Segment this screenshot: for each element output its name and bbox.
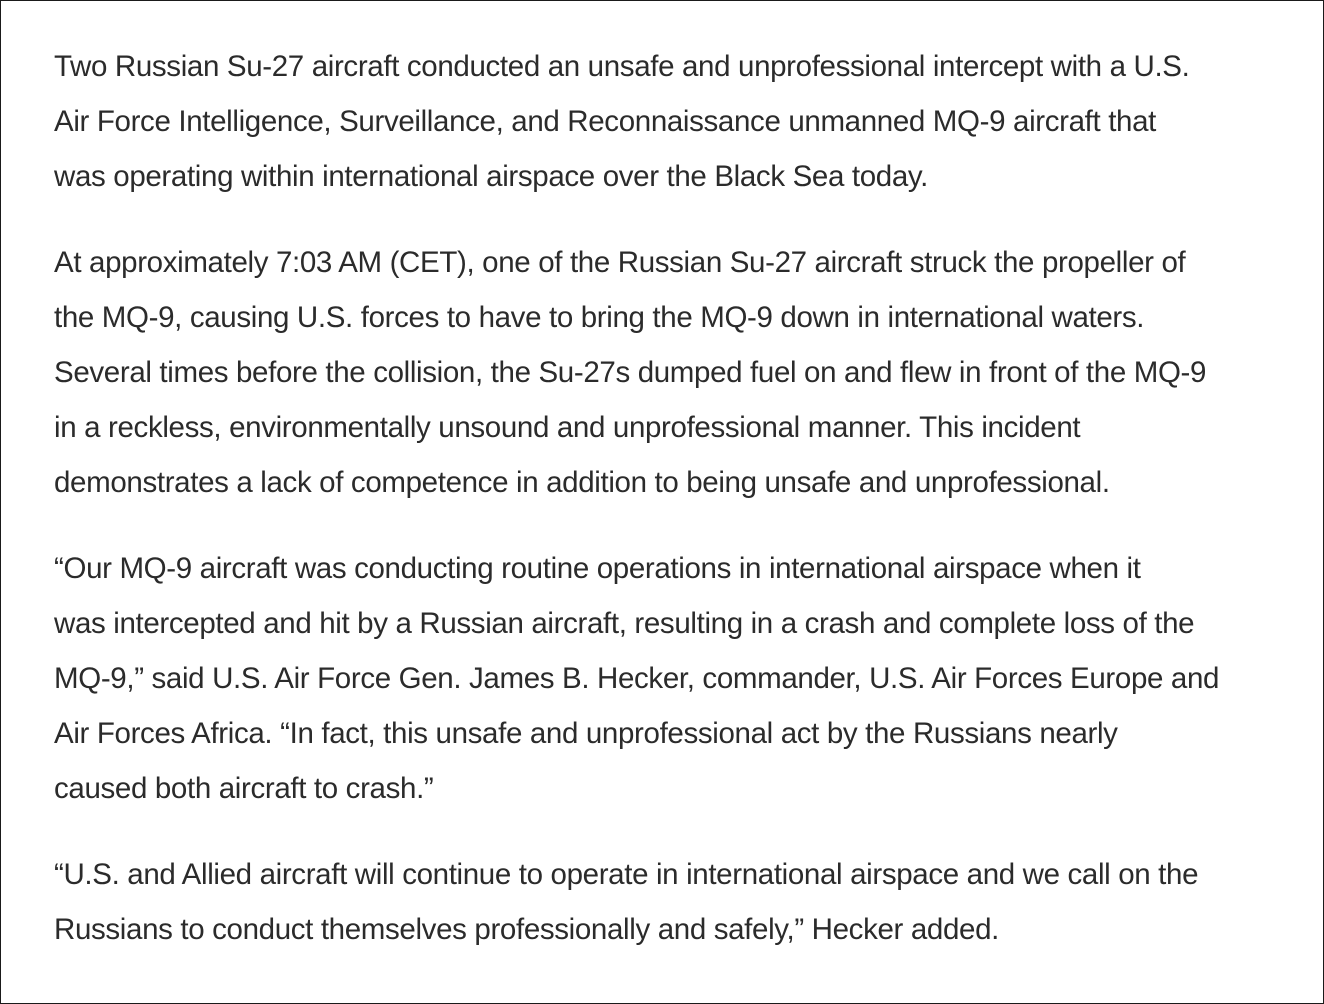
paragraph-closing-quote [54, 847, 1294, 957]
article-body [54, 39, 1294, 988]
text-line: caused both aircraft to crash.” [54, 772, 434, 805]
text-line: was intercepted and hit by a Russian aircraft, resulting in a crash and complete loss of the [54, 607, 1195, 640]
text-line: “Our MQ-9 aircraft was conducting routine operations in international airspace when it [54, 552, 1141, 585]
text-line: At approximately 7:03 AM (CET), one of the Russian Su-27 aircraft struck the propeller of [54, 246, 1186, 279]
text-line: Two Russian Su-27 aircraft conducted an unsafe and unprofessional intercept with a U.S. [54, 50, 1190, 83]
text-line: demonstrates a lack of competence in addition to being unsafe and unprofessional. [54, 466, 1110, 499]
text-line: “U.S. and Allied aircraft will continue to operate in international airspace and we call on the [54, 858, 1199, 891]
text-line: MQ-9,” said U.S. Air Force Gen. James B. Hecker, commander, U.S. Air Forces Europe and [54, 662, 1220, 695]
text-line: Several times before the collision, the Su-27s dumped fuel on and flew in front of the MQ-9 [54, 356, 1207, 389]
text-line: Russians to conduct themselves professionally and safely,” Hecker added. [54, 913, 999, 946]
text-line: was operating within international airspace over the Black Sea today. [54, 160, 928, 193]
paragraph-intercept [54, 39, 1294, 204]
text-line: Air Force Intelligence, Surveillance, and Reconnaissance unmanned MQ-9 aircraft that [54, 105, 1157, 138]
text-line: Air Forces Africa. “In fact, this unsafe and unprofessional act by the Russians nearly [54, 717, 1118, 750]
paragraph-hecker-quote [54, 541, 1294, 816]
text-line: in a reckless, environmentally unsound and unprofessional manner. This incident [54, 411, 1081, 444]
text-line: the MQ-9, causing U.S. forces to have to bring the MQ-9 down in international waters. [54, 301, 1145, 334]
paragraph-collision [54, 235, 1294, 510]
